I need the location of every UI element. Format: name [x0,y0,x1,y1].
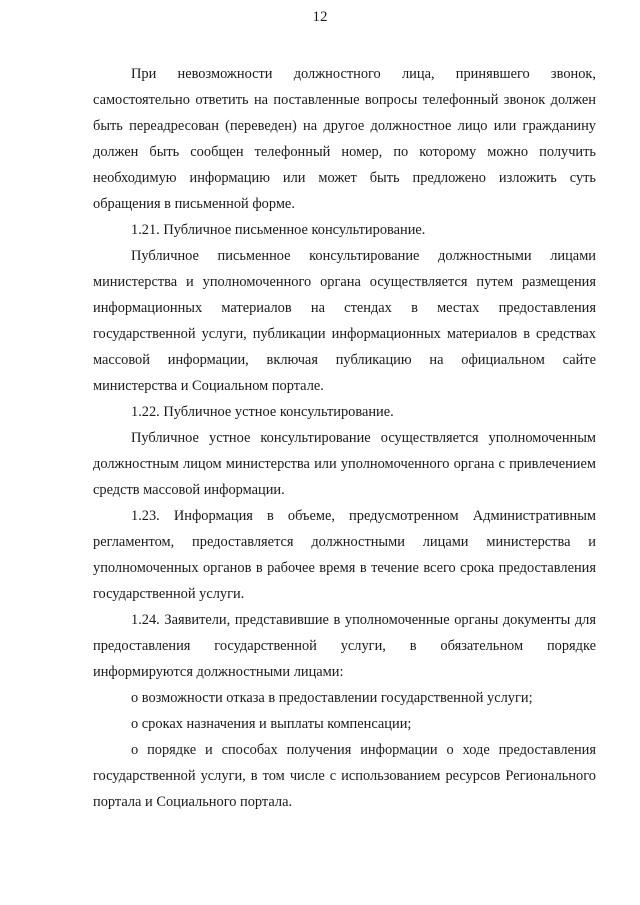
paragraph-public-written: Публичное письменное консультирование должностными лицами министерства и уполномоченного органа осуществляется путем размещения информационных материалов на стендах в местах предоставления государственной услуги, публикации информационных материалов в средствах массовой информации, включая публикацию на официальном сайте министерства и Социальном портале. [93,248,596,394]
document-body [93,61,596,815]
paragraph-1-23: 1.23. Информация в объеме, предусмотренном Административным регламентом, предоставляется должностными лицами министерства и уполномоченных органов в рабочее время в течение всего срока предоставления государственной услуги. [93,508,596,602]
heading-1-21: 1.21. Публичное письменное консультирование. [131,222,426,238]
paragraph-phone-redirect: При невозможности должностного лица, принявшего звонок, самостоятельно ответить на поставленные вопросы телефонный звонок должен быть переадресован (переведен) на другое должностное лицо или гражданину должен быть сообщен телефонный номер, по которому можно получить необходимую информацию или может быть предложено изложить суть обращения в письменной форме. [93,66,596,212]
page-number: 12 [312,9,328,25]
heading-1-22: 1.22. Публичное устное консультирование. [131,404,394,420]
paragraph-public-oral: Публичное устное консультирование осуществляется уполномоченным должностным лицом министерства или уполномоченного органа с привлечением средств массовой информации. [93,430,596,498]
paragraph-1-24: 1.24. Заявители, представившие в уполномоченные органы документы для предоставления государственной услуги, в обязательном порядке информируются должностными лицами: [93,612,596,680]
list-item-refusal: о возможности отказа в предоставлении государственной услуги; [131,690,533,706]
list-item-terms: о сроках назначения и выплаты компенсации; [131,716,412,732]
list-item-progress-info: о порядке и способах получения информации о ходе предоставления государственной услуги, в том числе с использованием ресурсов Регионального портала и Социального портала. [93,742,596,810]
